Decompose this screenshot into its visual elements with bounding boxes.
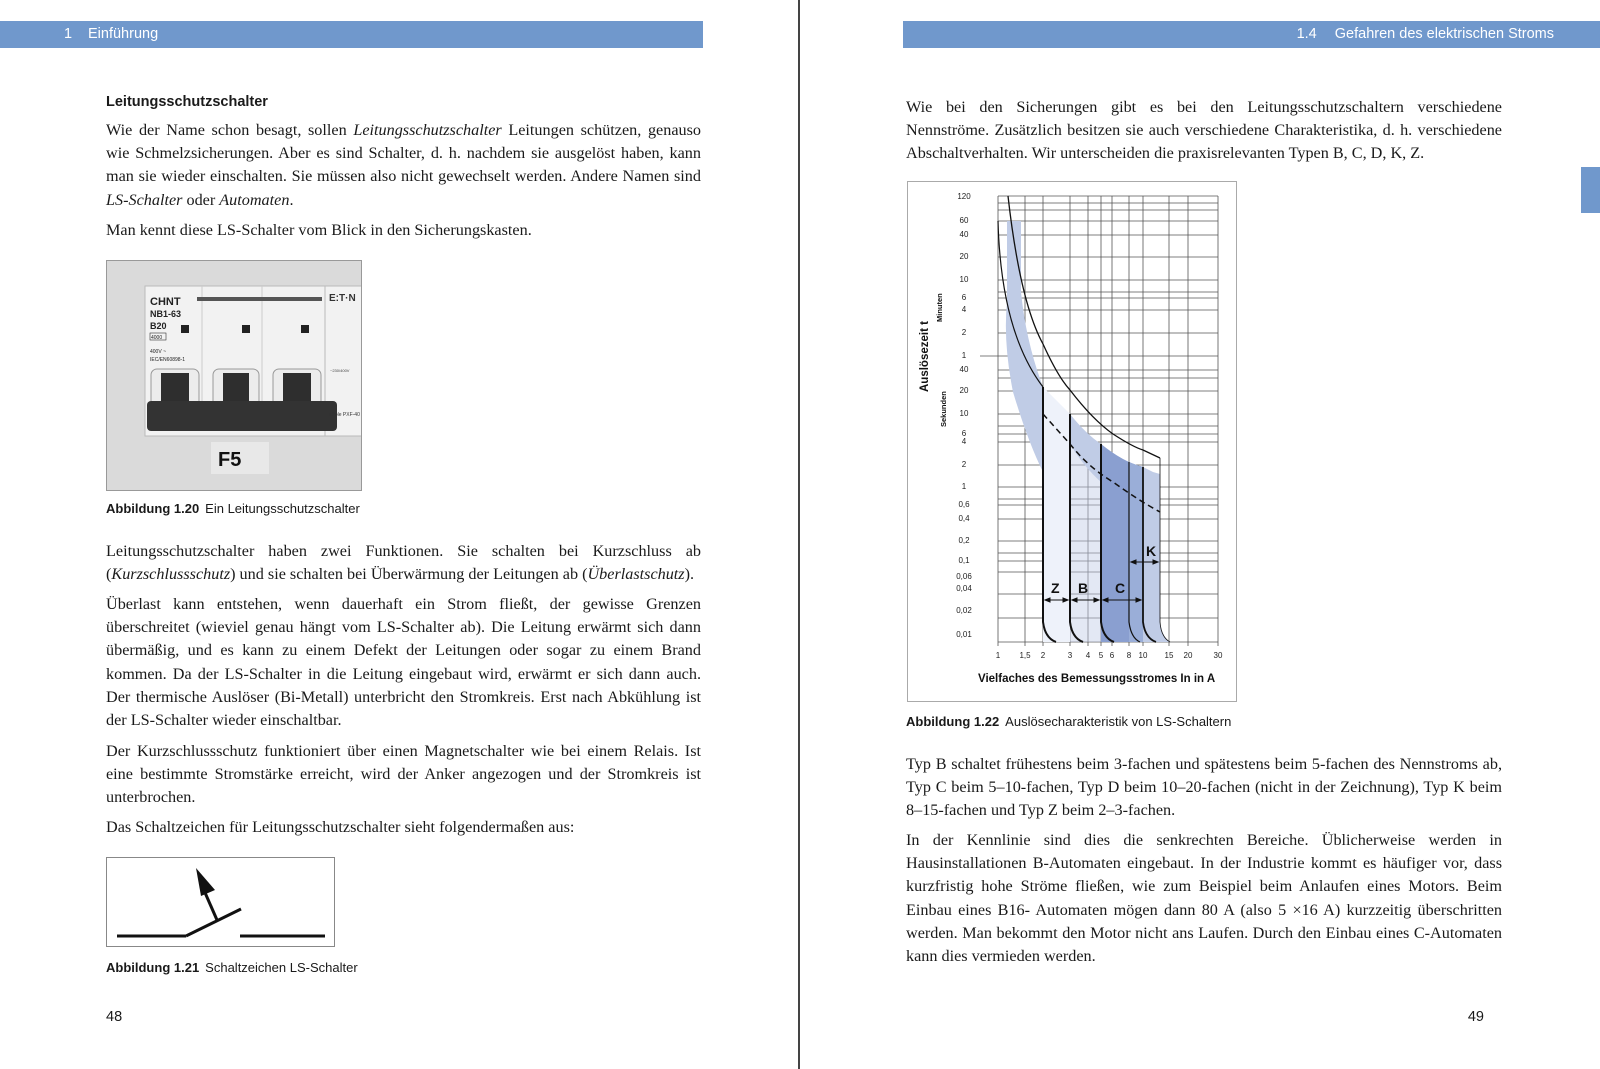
section-header <box>903 21 1600 48</box>
svg-text:3: 3 <box>1067 651 1073 660</box>
page-number-right: 49 <box>1467 1009 1484 1025</box>
svg-text:Minuten: Minuten <box>935 293 944 322</box>
svg-text:40: 40 <box>959 230 969 239</box>
svg-text:NB1-63: NB1-63 <box>150 309 182 319</box>
svg-text:60: 60 <box>959 216 969 225</box>
svg-text:0,4: 0,4 <box>958 514 970 523</box>
svg-text:6: 6 <box>1109 651 1115 660</box>
svg-text:1,5: 1,5 <box>1019 651 1031 660</box>
chapter-title: Einführung <box>88 26 159 42</box>
svg-text:CHNT: CHNT <box>150 296 181 308</box>
svg-text:IEC/EN60898-1: IEC/EN60898-1 <box>150 357 186 363</box>
section-heading: Leitungsschutzschalter <box>106 94 268 110</box>
svg-text:10: 10 <box>959 275 969 284</box>
svg-text:30: 30 <box>1213 651 1223 660</box>
svg-text:F5: F5 <box>218 449 242 471</box>
paragraph-schaltzeichen: Das Schaltzeichen für Leitungsschutzschalter sieht folgendermaßen aus: <box>106 818 575 836</box>
svg-text:10: 10 <box>1138 651 1148 660</box>
svg-text:2: 2 <box>961 328 967 337</box>
svg-text:4: 4 <box>961 305 967 314</box>
page-gutter-divider <box>798 0 800 1069</box>
paragraph-nennstroeme: Wie bei den Sicherungen gibt es bei den Leitungsschutzschaltern verschiedene Nennströme. Zusätzlich besitzen sie auch verschiedene Charakteristika, d. h. verschiedene Abschaltverhalten. Wir unterscheiden die praxisrelevanten Typen B, C, D, K, Z. <box>906 98 1502 163</box>
svg-text:K: K <box>1146 543 1157 559</box>
svg-text:Sekunden: Sekunden <box>939 391 948 427</box>
svg-text:B: B <box>1078 580 1089 596</box>
svg-text:400V ~: 400V ~ <box>150 349 166 355</box>
page-number-left: 48 <box>106 1009 123 1025</box>
figure-caption-1-20: Abbildung 1.20 Ein Leitungsschutzschalter <box>106 501 360 516</box>
section-title: Gefahren des elektrischen Stroms <box>1334 26 1554 42</box>
svg-text:1: 1 <box>995 651 1001 660</box>
svg-text:4: 4 <box>1085 651 1091 660</box>
paragraph-sicherungskasten: Man kennt diese LS-Schalter vom Blick in den Sicherungskasten. <box>106 221 532 239</box>
chapter-thumb-tab <box>1581 167 1600 213</box>
svg-text:~230/400V: ~230/400V <box>330 368 350 373</box>
x-axis-label: Vielfaches des Bemessungsstromes In in A <box>978 673 1216 685</box>
svg-text:5: 5 <box>1098 651 1104 660</box>
svg-text:0,1: 0,1 <box>958 556 970 565</box>
paragraph-ueberlast: Überlast kann entstehen, wenn dauerhaft ein Strom fließt, der gewisse Grenzen überschreitet (wieviel genau hängt vom LS-Schalter ab). Die Leitung erwärmt sich dann übermäßig, und es kann zu einem Defekt der Leitungen oder sogar zu einem Brand kommen. Da der LS-Schalter in die Leitung eingebaut wird, erwärmt er sich dann auch. Der thermische Auslöser (Bi-Metall) unterbricht den Stromkreis. Erst nach Abkühlung ist der LS-Schalter wieder einschaltbar. <box>106 595 701 730</box>
section-number: 1.4 <box>1296 26 1317 42</box>
right-page <box>801 0 1600 1069</box>
paragraph-kennlinie: In der Kennlinie sind dies die senkrechten Bereiche. Üblicherweise werden in Hausinstallationen B-Automaten eingebaut. In der Industrie kommt es häufiger vor, dass kurzfristig hohe Ströme fließen, wie zum Beispiel beim Anlaufen eines Motors. Beim Einbau eines B16- Automaten mögen dann 80 A (also 5 ×16 A) kurzzeitig überschritten werden. Man bekommt den Motor nicht ans Laufen. Durch den Einbau eines C-Automaten kann dies vermieden werden. <box>906 831 1502 966</box>
svg-text:15: 15 <box>1164 651 1174 660</box>
paragraph-kurzschlussschutz: Der Kurzschlussschutz funktioniert über einen Magnetschalter wie bei einem Relais. Ist eine bestimmte Stromstärke erreicht, wird der Anker angezogen und der Stromkreis ist unterbrochen. <box>106 742 701 807</box>
paragraph-intro: Wie der Name schon besagt, sollen Leitungsschutzschalter Leitungen schützen, genauso wie Schmelzsicherungen. Aber es sind Schalter, d. h. nachdem sie ausgelöst haben, kann man sie wieder einschalten. Sie müssen also nicht gewechselt werden. Andere Namen sind LS-Schalter oder Automaten. <box>106 121 701 209</box>
paragraph-typen: Typ B schaltet frühestens beim 3-fachen und spätestens beim 5-fachen des Nennstroms ab, Typ C beim 5–10-fachen, Typ D beim 10–20-fachen (nicht in der Zeichnung), Typ K beim 8–15-fachen und Typ Z beim 2–3-fachen. <box>906 755 1502 820</box>
circuit-breaker-symbol-icon <box>107 858 334 946</box>
svg-text:20: 20 <box>959 252 969 261</box>
trip-characteristic-chart <box>907 181 1237 702</box>
svg-text:120: 120 <box>957 192 971 201</box>
svg-text:B20: B20 <box>150 321 167 331</box>
circuit-breaker-photo <box>106 260 362 491</box>
figure-caption-1-21: Abbildung 1.21 Schaltzeichen LS-Schalter <box>106 960 358 975</box>
svg-text:4: 4 <box>961 437 967 446</box>
svg-text:2: 2 <box>1040 651 1046 660</box>
svg-text:0,6: 0,6 <box>958 500 970 509</box>
svg-text:20: 20 <box>1183 651 1193 660</box>
y-axis-label: Auslösezeit t <box>919 321 931 392</box>
svg-text:0,2: 0,2 <box>958 536 970 545</box>
figure-caption-1-22: Abbildung 1.22 Auslösecharakteristik von LS-Schaltern <box>906 714 1232 729</box>
svg-text:6: 6 <box>961 293 967 302</box>
switch-symbol-figure <box>106 857 335 947</box>
svg-text:1: 1 <box>961 351 967 360</box>
svg-text:0,02: 0,02 <box>956 606 972 615</box>
svg-text:6: 6 <box>961 429 967 438</box>
chapter-header <box>0 21 703 48</box>
svg-text:xPole PXF-40: xPole PXF-40 <box>329 412 360 418</box>
svg-text:20: 20 <box>959 386 969 395</box>
svg-text:4000: 4000 <box>151 335 163 341</box>
svg-text:Z: Z <box>1051 580 1060 596</box>
svg-text:E:T·N: E:T·N <box>329 293 356 304</box>
trip-curve-plot <box>908 182 1236 701</box>
svg-text:8: 8 <box>1126 651 1132 660</box>
svg-text:40: 40 <box>959 365 969 374</box>
svg-text:0,06: 0,06 <box>956 572 972 581</box>
paragraph-funktionen: Leitungsschutzschalter haben zwei Funktionen. Sie schalten bei Kurzschluss ab (Kurzschlussschutz) und sie schalten bei Überwärmung der Leitungen ab (Überlastschutz). <box>106 542 701 584</box>
svg-text:0,01: 0,01 <box>956 630 972 639</box>
chapter-number: 1 <box>64 26 73 42</box>
svg-text:10: 10 <box>959 409 969 418</box>
svg-text:C: C <box>1115 580 1126 596</box>
circuit-breaker-illustration <box>107 261 361 490</box>
svg-text:1: 1 <box>961 482 967 491</box>
svg-text:0,04: 0,04 <box>956 584 972 593</box>
svg-text:2: 2 <box>961 460 967 469</box>
